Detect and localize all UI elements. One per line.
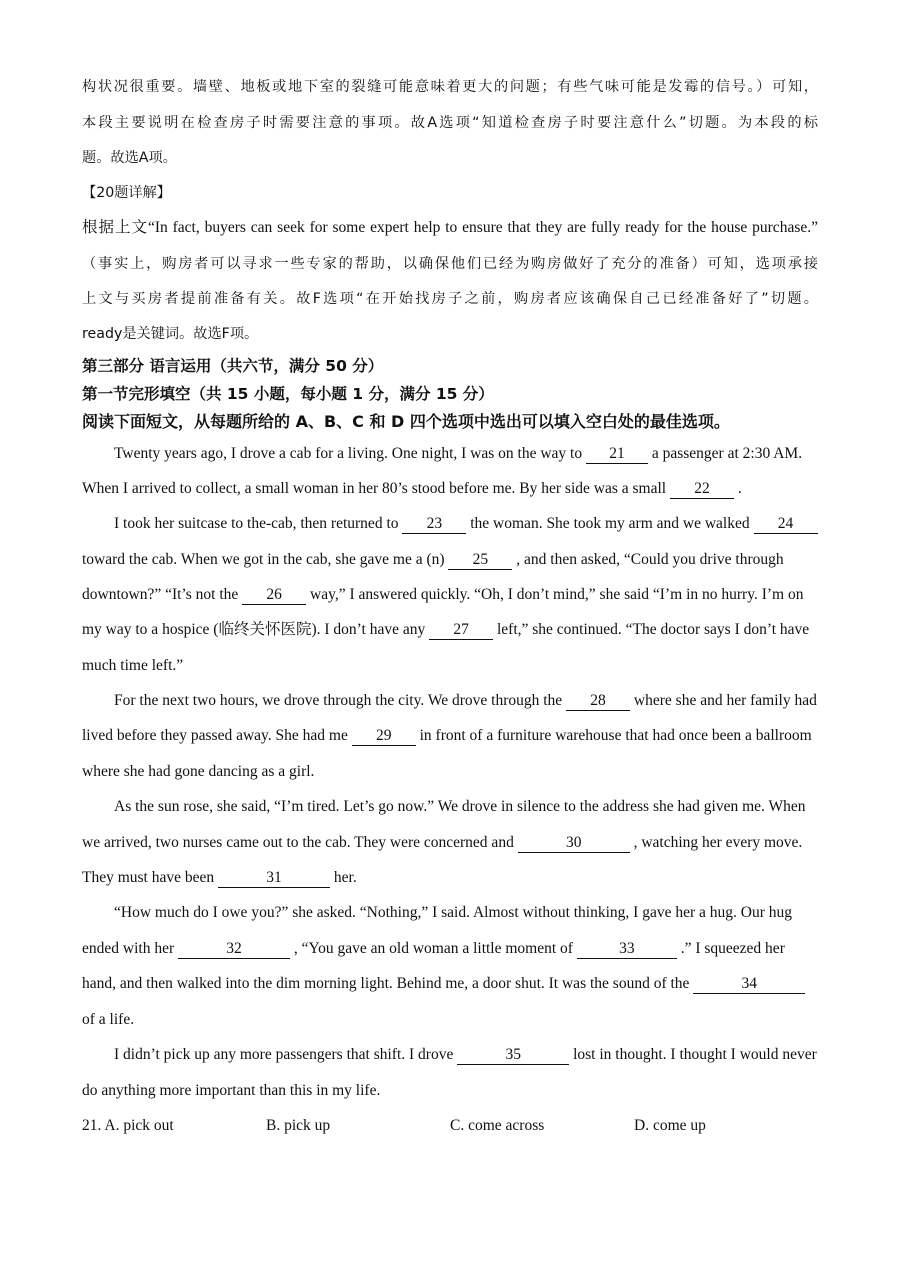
passage-line <box>82 620 818 640</box>
passage-text: the woman. She took my arm and we walked <box>466 515 754 532</box>
blank-34: 34 <box>693 975 805 994</box>
passage-text: lost in thought. I thought I would never <box>569 1046 817 1063</box>
passage-line <box>114 691 818 711</box>
passage-text: we arrived, two nurses came out to the cab. They were concerned and <box>82 834 518 851</box>
explanation-line: 本段主要说明在检查房子时需要注意的事项。故A选项“知道检查房子时要注意什么”切题。为本段的标 <box>82 115 818 131</box>
passage-text: When I arrived to collect, a small woman in her 80’s stood before me. By her side was a small <box>82 480 670 497</box>
passage-line: much time left.” <box>82 657 184 674</box>
passage-text: downtown?” “It’s not the <box>82 586 243 603</box>
part-heading: 第三部分 语言运用（共六节，满分 50 分） <box>82 357 384 375</box>
blank-30: 30 <box>518 834 630 853</box>
passage-text: For the next two hours, we drove through the city. We drove through the <box>114 692 567 709</box>
blank-24: 24 <box>754 515 818 534</box>
passage-text: ended with her <box>82 940 178 957</box>
blank-29: 29 <box>352 727 416 746</box>
passage-text: They must have been <box>82 869 219 886</box>
passage-text: lived before they passed away. She had me <box>82 727 352 744</box>
passage-line: where she had gone dancing as a girl. <box>82 763 315 780</box>
passage-text: her. <box>330 869 357 886</box>
blank-23: 23 <box>402 515 466 534</box>
explanation-line: 题。故选A项。 <box>82 150 177 166</box>
blank-32: 32 <box>178 940 290 959</box>
blank-31: 31 <box>218 869 330 888</box>
explanation-line: 上文与买房者提前准备有关。故F选项“在开始找房子之前，购房者应该确保自己已经准备好了”切题。 <box>82 291 818 307</box>
explanation-line: 构状况很重要。墙壁、地板或地下室的裂缝可能意味着更大的问题；有些气味可能是发霉的信号。）可知， <box>82 79 818 95</box>
passage-text: . <box>733 480 742 497</box>
passage-text: , “You gave an old woman a little moment of <box>289 940 577 957</box>
passage-text: where she and her family had <box>630 692 817 709</box>
passage-line <box>82 550 818 570</box>
blank-22: 22 <box>670 480 734 499</box>
blank-25: 25 <box>448 551 512 570</box>
passage-line <box>114 1045 818 1065</box>
question-21-option-d: D. come up <box>634 1117 706 1134</box>
passage-line: As the sun rose, she said, “I’m tired. Let’s go now.” We drove in silence to the address she had given me. When <box>114 798 806 815</box>
passage-text: I took her suitcase to the-cab, then returned to <box>114 515 403 532</box>
passage-text: , and then asked, “Could you drive through <box>512 551 784 568</box>
passage-line <box>114 514 818 534</box>
passage-line <box>82 868 818 888</box>
passage-line <box>82 939 818 959</box>
passage-line <box>82 585 818 605</box>
passage-text: way,” I answered quickly. “Oh, I don’t mind,” she said “I’m in no hurry. I’m on <box>306 586 804 603</box>
passage-text: , watching her every move. <box>629 834 803 851</box>
passage-text: .” I squeezed her <box>676 940 785 957</box>
passage-text: my way to a hospice (临终关怀医院). I don’t have any <box>82 621 430 638</box>
passage-line <box>82 974 818 994</box>
instruction: 阅读下面短文，从每题所给的 A、B、C 和 D 四个选项中选出可以填入空白处的最佳选项。 <box>82 412 730 431</box>
question-21-option-a: 21. A. pick out <box>82 1117 174 1134</box>
passage-line <box>82 726 818 746</box>
question-20-header: 【20题详解】 <box>82 185 171 201</box>
blank-35: 35 <box>457 1046 569 1065</box>
blank-27: 27 <box>429 621 493 640</box>
subsection-heading: 第一节完形填空（共 15 小题，每小题 1 分，满分 15 分） <box>82 385 494 403</box>
question-21-option-c: C. come across <box>450 1117 545 1134</box>
passage-text: a passenger at 2:30 AM. <box>647 445 803 462</box>
passage-line: “How much do I owe you?” she asked. “Nothing,” I said. Almost without thinking, I gave her a hug. Our hug <box>114 904 792 921</box>
passage-text: hand, and then walked into the dim morning light. Behind me, a door shut. It was the sound of the <box>82 975 694 992</box>
blank-28: 28 <box>566 692 630 711</box>
passage-text: toward the cab. When we got in the cab, she gave me a (n) <box>82 551 449 568</box>
passage-text: in front of a furniture warehouse that had once been a ballroom <box>415 727 812 744</box>
explanation-line: （事实上，购房者可以寻求一些专家的帮助，以确保他们已经为购房做好了充分的准备）可知，选项承接 <box>82 256 818 272</box>
passage-text: Twenty years ago, I drove a cab for a living. One night, I was on the way to <box>114 445 586 462</box>
passage-line <box>82 833 818 853</box>
passage-text: I didn’t pick up any more passengers that shift. I drove <box>114 1046 458 1063</box>
blank-21: 21 <box>586 445 648 464</box>
passage-line: of a life. <box>82 1011 135 1028</box>
blank-33: 33 <box>577 940 677 959</box>
question-21-option-b: B. pick up <box>266 1117 331 1134</box>
explanation-line: ready是关键词。故选F项。 <box>82 326 259 342</box>
passage-text: left,” she continued. “The doctor says I don’t have <box>493 621 810 638</box>
passage-line <box>82 479 818 499</box>
explanation-line: 根据上文“In fact, buyers can seek for some expert help to ensure that they are fully ready for the house purchase.” <box>82 219 818 236</box>
passage-line: do anything more important than this in my life. <box>82 1082 381 1099</box>
blank-26: 26 <box>242 586 306 605</box>
passage-line <box>114 444 818 464</box>
